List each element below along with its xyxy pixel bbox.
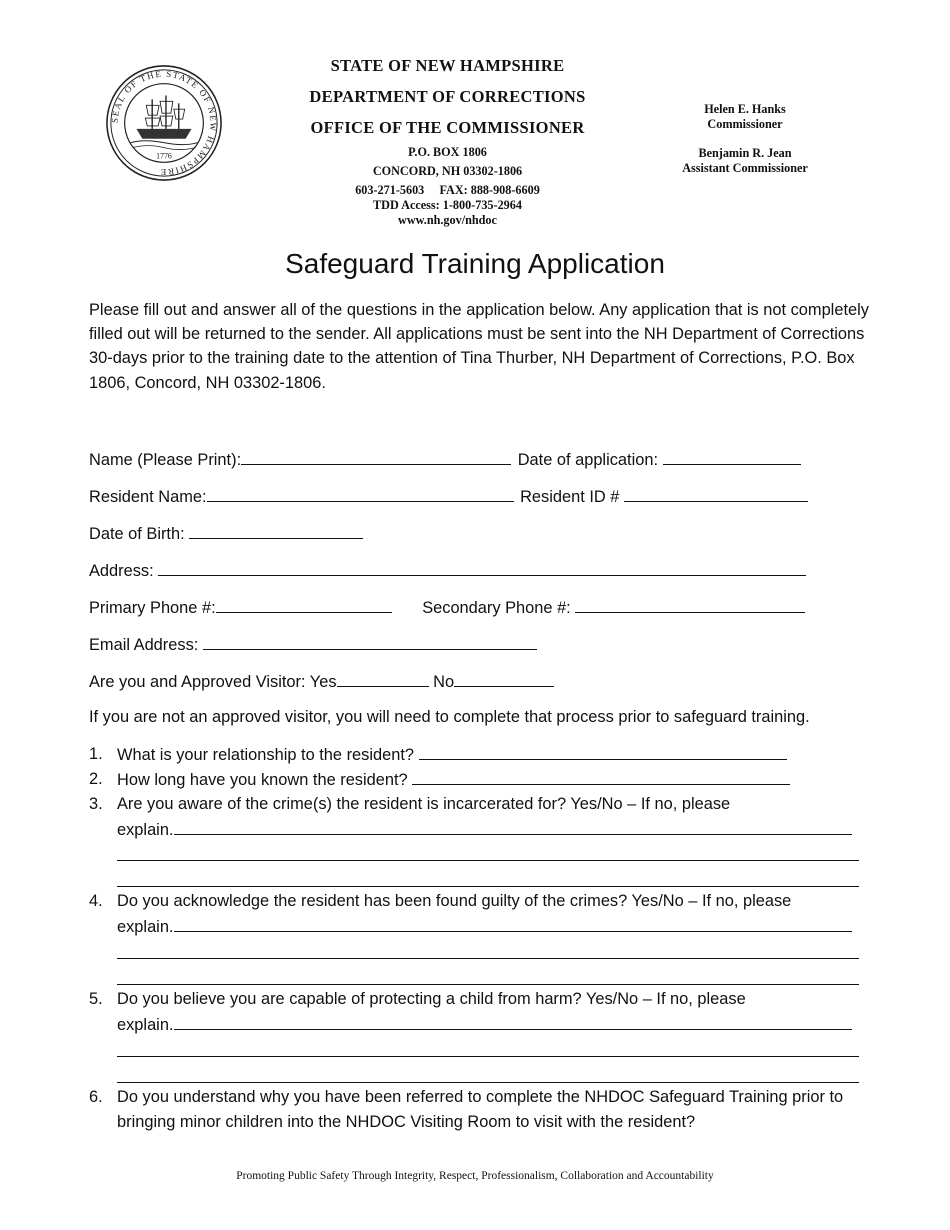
question-5-number: 5. [89,990,103,1008]
question-5-answer-line[interactable] [117,1056,859,1057]
question-6-number: 6. [89,1088,103,1106]
question-4-answer-line[interactable] [117,984,859,985]
footer-motto: Promoting Public Safety Through Integrity, Respect, Professionalism, Collaboration and Accountability [236,1170,714,1182]
approved-no-label: No [433,673,455,691]
approved-no-input[interactable] [454,669,554,687]
question-4-explain-label: explain. [117,917,174,936]
seal-year: 1776 [156,151,172,161]
question-1 [117,742,862,768]
email-label: Email Address: [89,636,199,654]
question-3-answer-line[interactable] [117,860,859,861]
assistant-commissioner-name: Benjamin R. Jean [698,146,792,160]
date-of-application-label: Date of application: [517,451,659,469]
question-3 [117,792,862,842]
resident-id-label: Resident ID # [520,488,620,506]
question-5 [117,987,862,1037]
question-1-answer[interactable] [419,742,787,760]
resident-name-label: Resident Name: [89,488,207,506]
question-2-number: 2. [89,770,103,788]
department-name: DEPARTMENT OF CORRECTIONS [309,87,586,106]
secondary-phone-input[interactable] [575,595,805,613]
question-6-text: Do you understand why you have been referred to complete the NHDOC Safeguard Training prior to bringing minor children into the NHDOC Visiting Room to visit with the resident? [117,1088,844,1131]
approved-yes-input[interactable] [337,669,429,687]
officials-block [655,102,835,176]
question-4 [117,889,862,939]
date-of-birth-label: Date of Birth: [89,525,185,543]
question-5-answer-line[interactable] [117,1082,859,1083]
date-of-application-input[interactable] [663,447,801,465]
form-instructions: Please fill out and answer all of the questions in the application below. Any application that is not completely filled out will be returned to the sender. All applications must be sent into the NH Department of Corrections 30-days prior to the training date to the attention of Tina Thurber, NH Department of Corrections, P.O. Box 1806, Concord, NH 03302-1806. [89,301,869,392]
commissioner-name: Helen E. Hanks [704,102,786,116]
city-address: CONCORD, NH 03302-1806 [372,164,523,178]
question-5-text: Do you believe you are capable of protecting a child from harm? Yes/No – If no, please [117,990,746,1008]
question-3-answer-line[interactable] [117,886,859,887]
primary-phone-label: Primary Phone #: [89,599,216,617]
question-3-answer[interactable] [174,817,852,835]
secondary-phone-label: Secondary Phone #: [422,599,571,617]
address-label: Address: [89,562,154,580]
assistant-commissioner-title: Assistant Commissioner [682,161,808,175]
agency-header [270,52,625,228]
name-label: Name (Please Print): [89,451,242,469]
seal-ring-text: SEAL OF THE STATE OF NEW HAMPSHIRE [109,68,219,178]
dob-row [89,521,363,545]
question-3-text: Are you aware of the crime(s) the resident is incarcerated for? Yes/No – If no, please [117,795,731,813]
resident-id-input[interactable] [624,484,808,502]
tdd-access: TDD Access: 1-800-735-2964 [373,198,522,212]
question-5-answer[interactable] [174,1012,852,1030]
question-4-answer-line[interactable] [117,958,859,959]
address-input[interactable] [158,558,806,576]
question-4-answer[interactable] [174,914,852,932]
question-2-answer[interactable] [412,767,790,785]
resident-name-input[interactable] [207,484,514,502]
email-row [89,632,537,656]
approved-visitor-note: If you are not an approved visitor, you will need to complete that process prior to safeguard training. [89,708,810,726]
address-row [89,558,806,582]
question-4-text: Do you acknowledge the resident has been found guilty of the crimes? Yes/No – If no, please [117,892,792,910]
po-box: P.O. BOX 1806 [408,145,487,159]
question-5-explain-label: explain. [117,1015,174,1034]
question-3-explain-label: explain. [117,820,174,839]
svg-text:SEAL OF THE STATE OF NEW HAMPS [110,69,219,178]
approved-visitor-label: Are you and Approved Visitor: Yes [89,673,337,691]
primary-phone-input[interactable] [216,595,392,613]
question-2 [117,767,862,793]
state-seal-icon [105,64,223,182]
email-input[interactable] [203,632,537,650]
resident-row [89,484,808,508]
phone-row [89,595,805,619]
question-4-number: 4. [89,892,103,910]
state-name: STATE OF NEW HAMPSHIRE [330,56,565,75]
question-3-number: 3. [89,795,103,813]
website: www.nh.gov/nhdoc [398,213,497,227]
commissioner-title: Commissioner [707,117,783,131]
form-title: Safeguard Training Application [285,248,665,279]
date-of-birth-input[interactable] [189,521,363,539]
question-1-number: 1. [89,745,103,763]
question-1-text: What is your relationship to the resident? [117,746,415,764]
name-input[interactable] [241,447,511,465]
phone-fax: 603-271-5603 FAX: 888-908-6609 [355,183,540,197]
question-2-text: How long have you known the resident? [117,771,408,789]
approved-visitor-row [89,669,554,693]
name-row [89,447,801,471]
office-name: OFFICE OF THE COMMISSIONER [310,118,585,137]
